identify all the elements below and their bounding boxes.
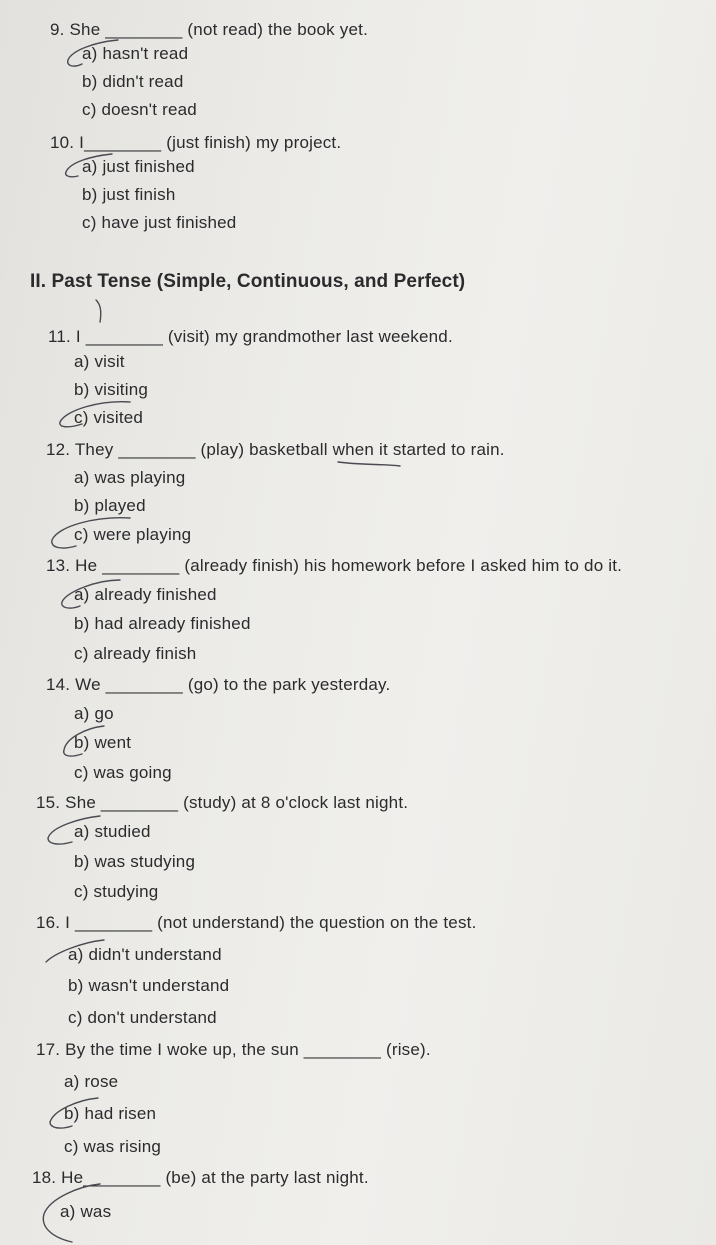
option-10c: c) have just finished bbox=[82, 213, 237, 232]
option-14a: a) go bbox=[74, 704, 114, 723]
option-16b: b) wasn't understand bbox=[68, 976, 230, 995]
question-14: 14. We ________ (go) to the park yesterday. bbox=[46, 675, 391, 694]
question-17: 17. By the time I woke up, the sun ________ (rise). bbox=[36, 1040, 431, 1059]
question-18: 18. He________ (be) at the party last night. bbox=[32, 1168, 369, 1187]
underline-when-it-started bbox=[338, 462, 400, 466]
question-16: 16. I ________ (not understand) the question on the test. bbox=[36, 913, 477, 932]
option-15c: c) studying bbox=[74, 882, 159, 901]
question-12: 12. They ________ (play) basketball when it started to rain. bbox=[46, 440, 505, 459]
option-11c: c) visited bbox=[74, 408, 144, 427]
question-13: 13. He ________ (already finish) his homework before I asked him to do it. bbox=[46, 556, 623, 575]
question-15: 15. She ________ (study) at 8 o'clock last night. bbox=[36, 793, 409, 812]
option-9b: b) didn't read bbox=[82, 72, 184, 91]
option-12b: b) played bbox=[74, 496, 146, 515]
option-17a: a) rose bbox=[64, 1072, 119, 1091]
option-16c: c) don't understand bbox=[68, 1008, 217, 1027]
option-11b: b) visiting bbox=[74, 380, 149, 399]
option-12c: c) were playing bbox=[74, 525, 192, 544]
question-9: 9. She ________ (not read) the book yet. bbox=[50, 20, 369, 39]
section-heading: II. Past Tense (Simple, Continuous, and Perfect) bbox=[30, 271, 466, 292]
option-10b: b) just finish bbox=[82, 185, 176, 204]
option-13a: a) already finished bbox=[74, 585, 217, 604]
option-12a: a) was playing bbox=[74, 468, 186, 487]
option-15b: b) was studying bbox=[74, 852, 196, 871]
option-9c: c) doesn't read bbox=[82, 100, 197, 119]
option-13b: b) had already finished bbox=[74, 614, 251, 633]
pen-tick-11 bbox=[96, 300, 101, 322]
option-17b: b) had risen bbox=[64, 1104, 157, 1123]
question-10: 10. I________ (just finish) my project. bbox=[50, 133, 342, 152]
option-16a: a) didn't understand bbox=[68, 945, 222, 964]
option-13c: c) already finish bbox=[74, 644, 197, 663]
option-10a: a) just finished bbox=[82, 157, 195, 176]
option-11a: a) visit bbox=[74, 352, 125, 371]
option-14c: c) was going bbox=[74, 763, 172, 782]
option-15a: a) studied bbox=[74, 822, 151, 841]
question-11: 11. I ________ (visit) my grandmother last weekend. bbox=[48, 327, 453, 346]
option-18a: a) was bbox=[60, 1202, 112, 1221]
option-9a: a) hasn't read bbox=[82, 44, 189, 63]
option-14b: b) went bbox=[74, 733, 132, 752]
option-17c: c) was rising bbox=[64, 1137, 162, 1156]
